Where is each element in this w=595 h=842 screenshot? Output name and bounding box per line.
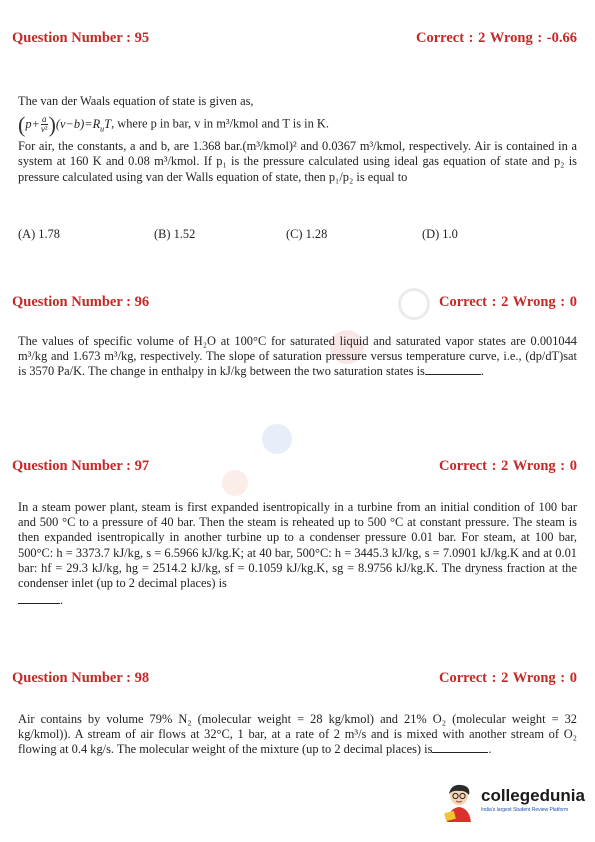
marking-scheme: Correct : 2 Wrong : 0 — [438, 294, 577, 310]
watermark-mark — [262, 424, 292, 454]
question-number: Question Number : 97 — [12, 458, 150, 474]
option-a[interactable]: (A) 1.78 — [18, 227, 60, 241]
option-b[interactable]: (B) 1.52 — [154, 227, 196, 241]
question-number: Question Number : 95 — [12, 30, 150, 46]
question-body: Air contains by volume 79% N₂ (molecular weight = 28 kg/kmol) and 21% O₂ (molecular weight = 32 kg/kmol)). A stream of air flows at 32°C, 1 bar, at a rate of 2 m³/s and is mixed with another stream of O₂ flowing at 0.4 kg/s. The molecular weight of the mixture (up to 2 decimal places) is — [18, 712, 577, 757]
brand-name: collegedunia — [481, 786, 585, 805]
answer-blank[interactable] — [425, 364, 481, 375]
collegedunia-logo[interactable] — [441, 782, 585, 824]
van-der-waals-equation: (p+ $\frac{a}{\text{v²}}$ )$(v-b)=R_uT$, where p in bar, v in m³/kmol and T is in K. — [18, 112, 329, 138]
question-96-header — [12, 294, 577, 311]
answer-blank[interactable] — [432, 742, 488, 753]
question-body: For air, the constants, a and b, are 1.368 bar.(m³/kmol)² and 0.0367 m³/kmol, respectively. Air is contained in a system at 160 K and 0.08 m³/kmol. If p₁ is the pressure calculated using ideal gas equation of state and p₂ is pressure calculated using van der Walls equation of state, then p₁/p₂ is equal to — [18, 139, 577, 184]
option-c[interactable]: (C) 1.28 — [286, 227, 328, 241]
question-98-text: Air contains by volume 79% N₂ (molecular weight = 28 kg/kmol) and 21% O₂ (molecular weight = 32 kg/kmol)). A stream of air flows at 32°C, 1 bar, at a rate of 2 m³/s and is mixed with another stream of O₂ flowing at 0.4 kg/s. The molecular weight of the mixture (up to 2 decimal places) is . — [18, 712, 577, 757]
marking-scheme: Correct : 2 Wrong : 0 — [438, 458, 577, 474]
answer-blank[interactable] — [18, 593, 60, 604]
marking-scheme: Correct : 2 Wrong : 0 — [438, 670, 577, 686]
option-d[interactable]: (D) 1.0 — [422, 227, 458, 241]
question-number: Question Number : 98 — [12, 670, 150, 686]
brand-tagline: India's largest Student Review Platform — [481, 807, 569, 813]
question-body: The values of specific volume of H₂O at 100°C for saturated liquid and saturated vapor states are 0.001044 m³/kg and 1.673 m³/kg, respectively. The slope of saturation pressure versus temperature curve, i.e., (dp/dT)sat is 3570 Pa/K. The change in enthalpy in kJ/kg between the two saturation states is — [18, 334, 577, 379]
marking-scheme: Correct : 2 Wrong : -0.66 — [416, 30, 577, 46]
question-96-text: The values of specific volume of H₂O at 100°C for saturated liquid and saturated vapor states are 0.001044 m³/kg and 1.673 m³/kg, respectively. The slope of saturation pressure versus temperature curve, i.e., (dp/dT)sat is 3570 Pa/K. The change in enthalpy in kJ/kg between the two saturation states is . — [18, 334, 577, 379]
question-number: Question Number : 96 — [12, 294, 150, 310]
question-98-header — [12, 670, 577, 687]
question-body: In a steam power plant, steam is first expanded isentropically in a turbine from an initial condition of 100 bar and 500 °C to a pressure of 40 bar. Then the steam is reheated up to 500 °C at constant pressure. The steam is then expanded isentropically in another turbine up to a condenser pressure 0.01 bar. For steam, at 100 bar, 500°C: h = 3373.7 kJ/kg, s = 6.5966 kJ/kg.K; at 40 bar, 500°C: h = 3445.3 kJ/kg, s = 7.0901 kJ/kg.K and at 0.01 bar: hf = 29.3 kJ/kg, hg = 2514.2 kJ/kg, sf = 0.1059 kJ/kg.K, sg = 8.9756 kJ/kg.K. The dryness fraction at the condenser inlet (up to 2 decimal places) is — [18, 500, 577, 591]
student-avatar-icon — [441, 782, 479, 824]
question-intro: The van der Waals equation of state is given as, — [18, 94, 254, 108]
question-95-header — [12, 30, 577, 47]
question-97-header — [12, 458, 577, 475]
question-97-text: In a steam power plant, steam is first expanded isentropically in a turbine from an initial condition of 100 bar and 500 °C to a pressure of 40 bar. Then the steam is reheated up to 500 °C at constant pressure. The steam is then expanded isentropically in another turbine up to a condenser pressure 0.01 bar. For steam, at 100 bar, 500°C: h = 3373.7 kJ/kg, s = 6.5966 kJ/kg.K; at 40 bar, 500°C: h = 3445.3 kJ/kg, s = 7.0901 kJ/kg.K and at 0.01 bar: hf = 29.3 kJ/kg, hg = 2514.2 kJ/kg, sf = 0.1059 kJ/kg.K, sg = 8.9756 kJ/kg.K. The dryness fraction at the condenser inlet (up to 2 decimal places) is . — [18, 500, 577, 608]
question-95-text — [18, 94, 577, 185]
